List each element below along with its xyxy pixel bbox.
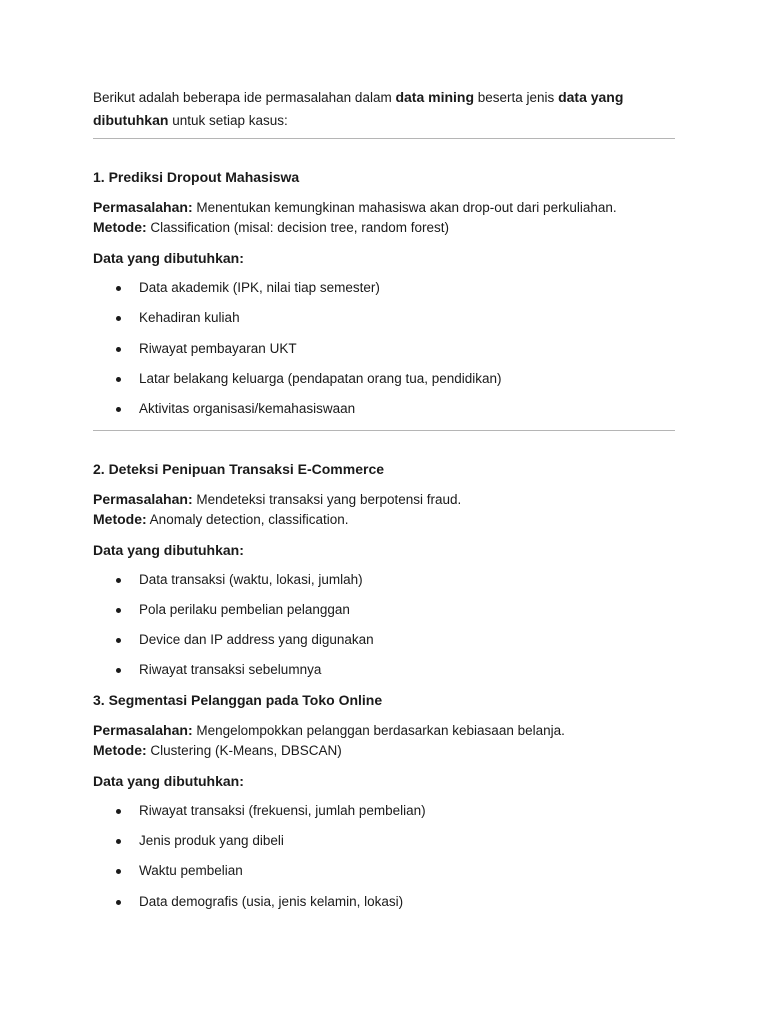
bullet-icon [116,869,121,874]
problem-line [93,197,617,218]
intro-text: untuk setiap kasus: [168,113,288,128]
section-title: 3. Segmentasi Pelanggan pada Toko Online [93,692,383,708]
intro-text: Berikut adalah beberapa ide permasalahan dalam [93,90,396,105]
method-text: Classification (misal: decision tree, random forest) [146,220,450,235]
problem-text: Mengelompokkan pelanggan berdasarkan kebiasaan belanja. [192,723,565,738]
intro-text: beserta jenis [474,90,559,105]
bullet-icon [116,900,121,905]
list-item [93,339,502,359]
bullet-icon [116,347,121,352]
data-list [93,570,374,680]
data-list [93,801,426,912]
problem-label: Permasalahan: [93,722,193,738]
list-item [93,570,374,590]
problem-line [93,489,461,510]
list-item-text: Aktivitas organisasi/kemahasiswaan [139,401,356,416]
bullet-icon [116,316,121,321]
problem-label: Permasalahan: [93,199,193,215]
data-heading: Data yang dibutuhkan: [93,773,244,789]
list-item-text: Waktu pembelian [139,863,243,878]
bullet-icon [116,286,121,291]
section-title: 1. Prediksi Dropout Mahasiswa [93,169,300,185]
problem-text: Mendeteksi transaksi yang berpotensi fraud. [192,492,462,507]
method-line [93,509,349,530]
bullet-icon [116,839,121,844]
method-line [93,217,449,238]
problem-line [93,720,565,741]
list-item-text: Data transaksi (waktu, lokasi, jumlah) [139,572,363,587]
list-item [93,801,426,821]
list-item-text: Riwayat transaksi (frekuensi, jumlah pembelian) [139,803,426,818]
list-item-text: Device dan IP address yang digunakan [139,632,374,647]
data-list [93,278,502,419]
list-item-text: Riwayat pembayaran UKT [139,341,297,356]
method-label: Metode: [93,742,147,758]
bullet-icon [116,407,121,412]
list-item [93,278,502,298]
data-heading: Data yang dibutuhkan: [93,250,244,266]
section-title: 2. Deteksi Penipuan Transaksi E-Commerce [93,461,385,477]
list-item [93,831,426,851]
list-item [93,369,502,389]
list-item-text: Jenis produk yang dibeli [139,833,284,848]
list-item [93,630,374,650]
divider [93,430,675,431]
method-label: Metode: [93,511,147,527]
list-item [93,660,374,680]
intro-paragraph [93,86,653,132]
list-item-text: Data akademik (IPK, nilai tiap semester) [139,280,380,295]
list-item [93,600,374,620]
list-item [93,308,502,328]
method-line [93,740,342,761]
method-text: Clustering (K-Means, DBSCAN) [146,743,342,758]
bullet-icon [116,608,121,613]
intro-emphasis: data yang dibutuhkan [93,89,624,128]
divider [93,138,675,139]
list-item-text: Latar belakang keluarga (pendapatan orang tua, pendidikan) [139,371,502,386]
method-label: Metode: [93,219,147,235]
bullet-icon [116,377,121,382]
bullet-icon [116,809,121,814]
list-item [93,861,426,881]
list-item-text: Pola perilaku pembelian pelanggan [139,602,350,617]
bullet-icon [116,578,121,583]
intro-emphasis: data mining [395,89,475,105]
list-item [93,399,502,419]
list-item [93,892,426,912]
bullet-icon [116,638,121,643]
method-text: Anomaly detection, classification. [146,512,349,527]
list-item-text: Riwayat transaksi sebelumnya [139,662,322,677]
bullet-icon [116,668,121,673]
problem-label: Permasalahan: [93,491,193,507]
data-heading: Data yang dibutuhkan: [93,542,244,558]
problem-text: Menentukan kemungkinan mahasiswa akan drop-out dari perkuliahan. [192,200,617,215]
list-item-text: Data demografis (usia, jenis kelamin, lokasi) [139,894,404,909]
list-item-text: Kehadiran kuliah [139,310,240,325]
